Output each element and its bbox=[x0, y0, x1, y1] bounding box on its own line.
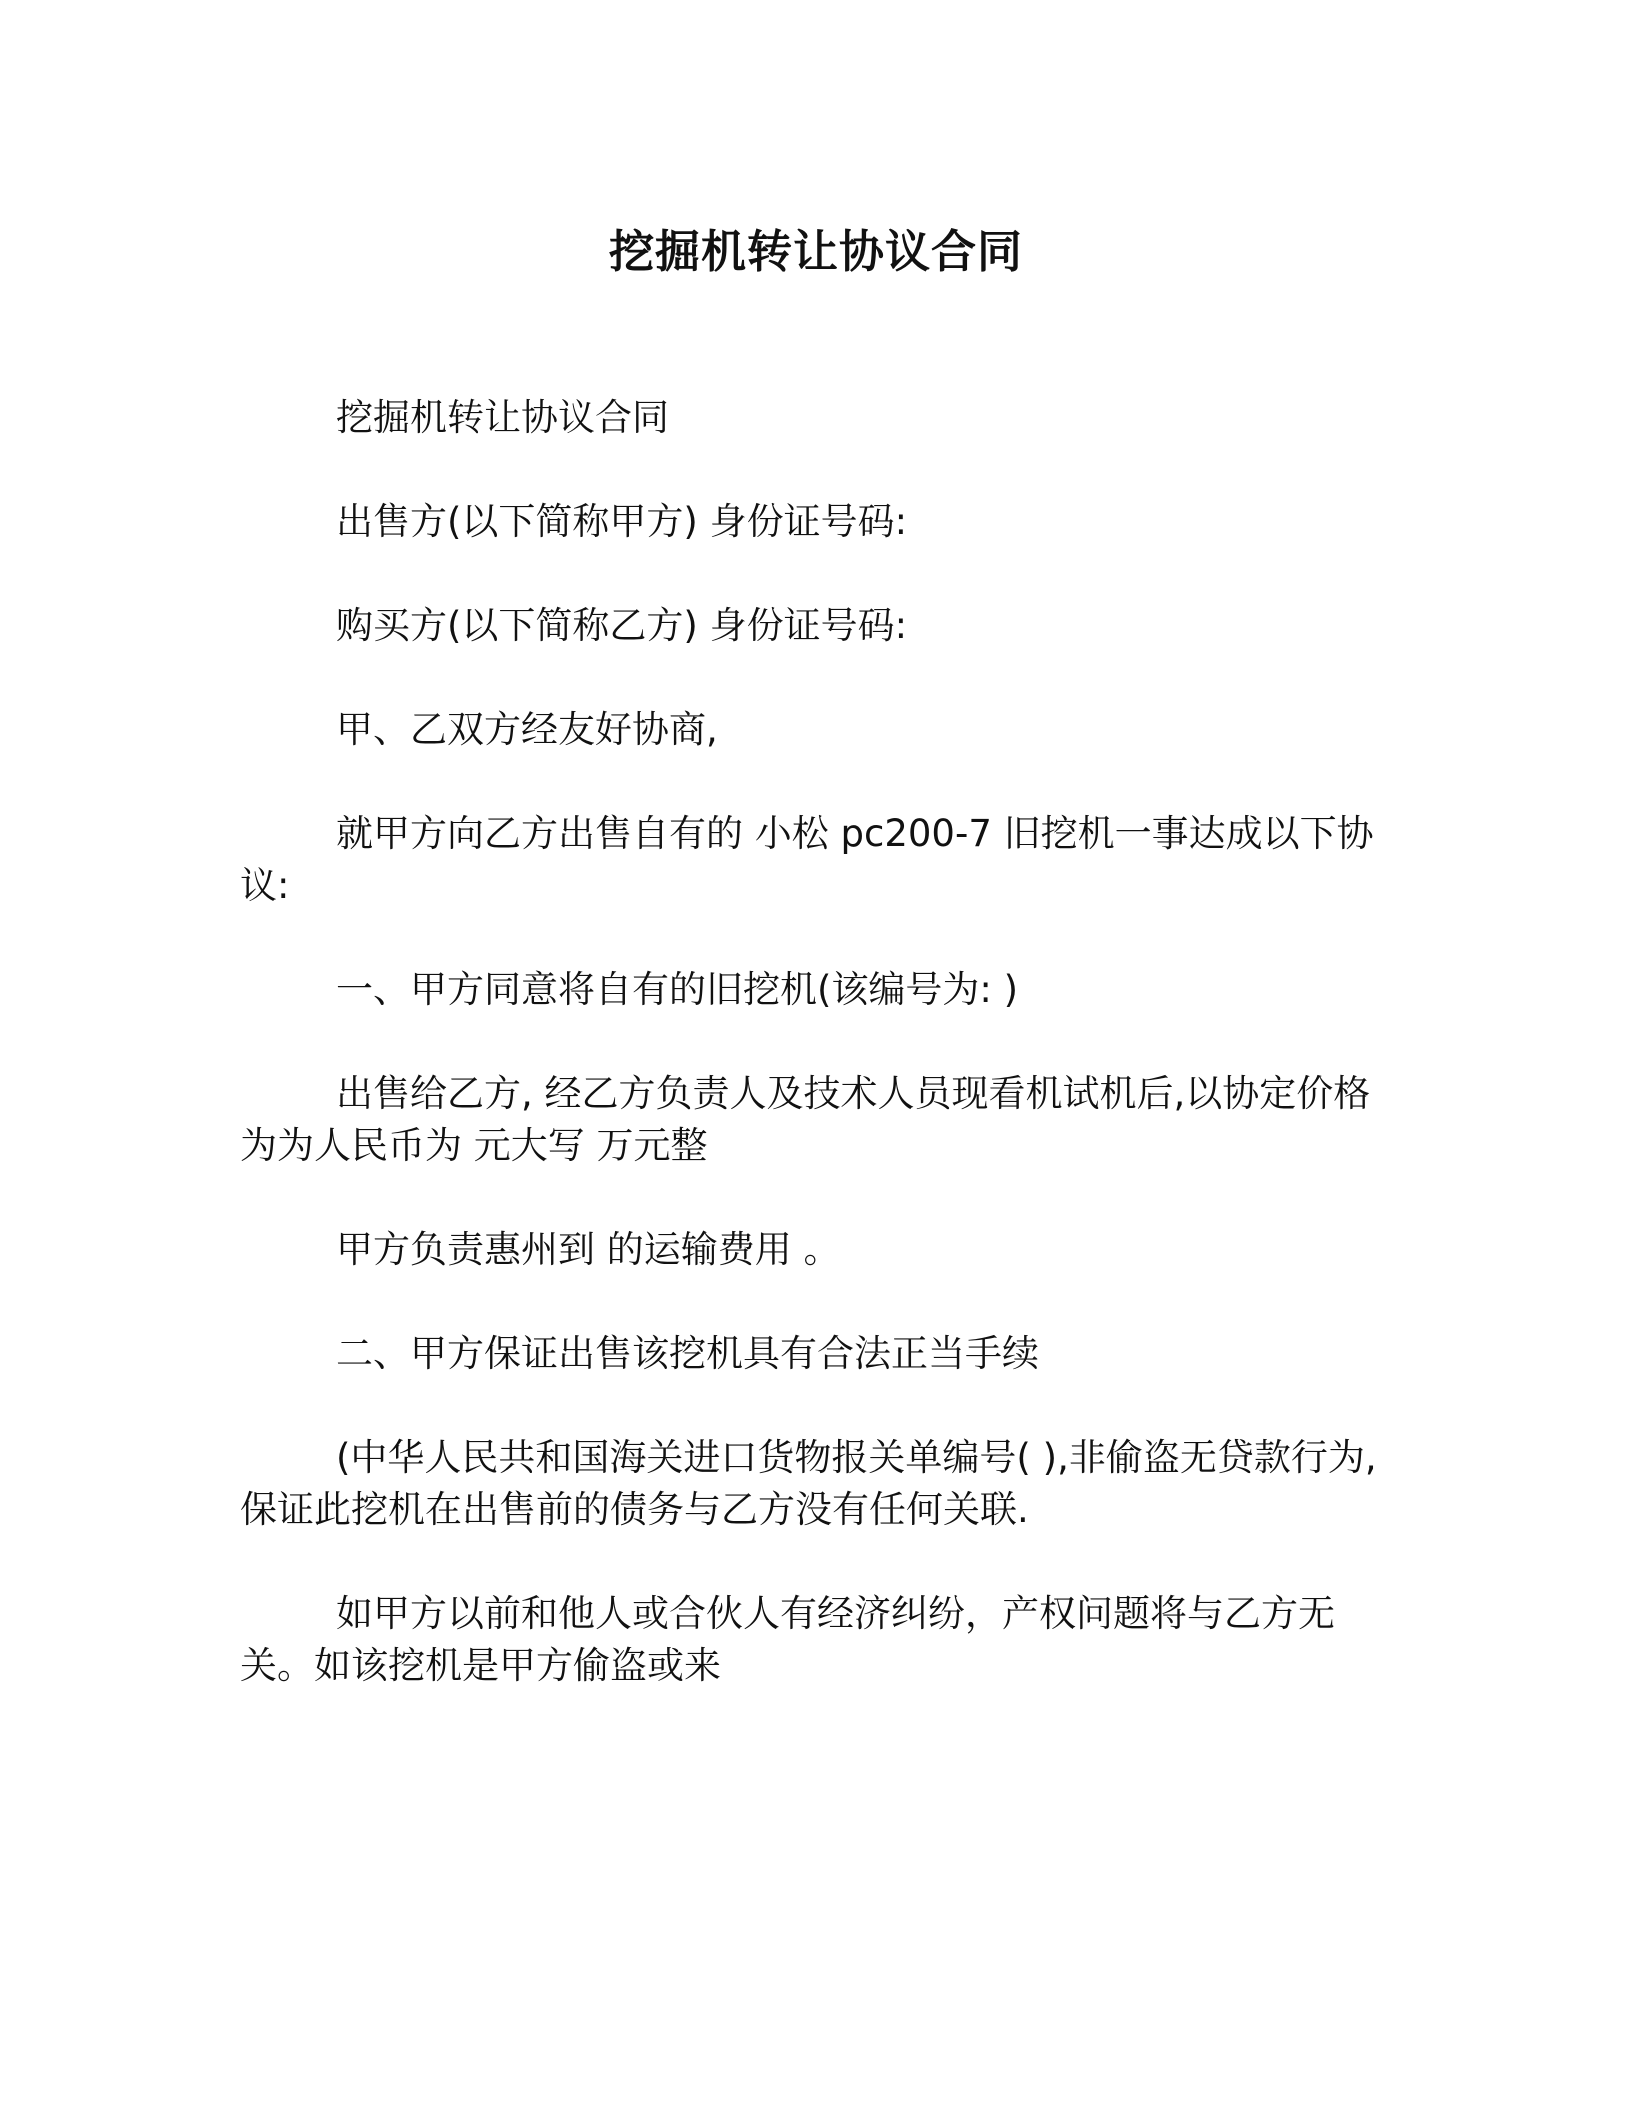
paragraph-transport: 甲方负责惠州到 的运输费用 。 bbox=[336, 1228, 841, 1271]
paragraph-customs: (中华人民共和国海关进口货物报关单编号( ),非偷盗无贷款行为,保证此挖机在出售前的债务与乙方没有任何关联. bbox=[240, 1436, 1377, 1531]
document-body bbox=[240, 392, 1400, 1744]
paragraph-buyer: 购买方(以下简称乙方) 身份证号码: bbox=[336, 604, 908, 647]
paragraph-disputes: 如甲方以前和他人或合伙人有经济纠纷，产权问题将与乙方无关。如该挖机是甲方偷盗或来 bbox=[240, 1592, 1335, 1687]
paragraph-sale-intent: 就甲方向乙方出售自有的 小松 pc200-7 旧挖机一事达成以下协议: bbox=[240, 812, 1374, 907]
paragraph-negotiation: 甲、乙双方经友好协商, bbox=[336, 708, 718, 751]
paragraph-clause-2: 二、甲方保证出售该挖机具有合法正当手续 bbox=[336, 1332, 1039, 1375]
paragraph-clause-1: 一、甲方同意将自有的旧挖机(该编号为: ) bbox=[336, 968, 1019, 1011]
document-title: 挖掘机转让协议合同 bbox=[608, 225, 1023, 278]
paragraph-price: 出售给乙方, 经乙方负责人及技术人员现看机试机后,以协定价格为为人民币为 元大写 万元整 bbox=[240, 1072, 1371, 1167]
paragraph-seller: 出售方(以下简称甲方) 身份证号码: bbox=[336, 500, 908, 543]
paragraph-subtitle: 挖掘机转让协议合同 bbox=[336, 396, 669, 439]
